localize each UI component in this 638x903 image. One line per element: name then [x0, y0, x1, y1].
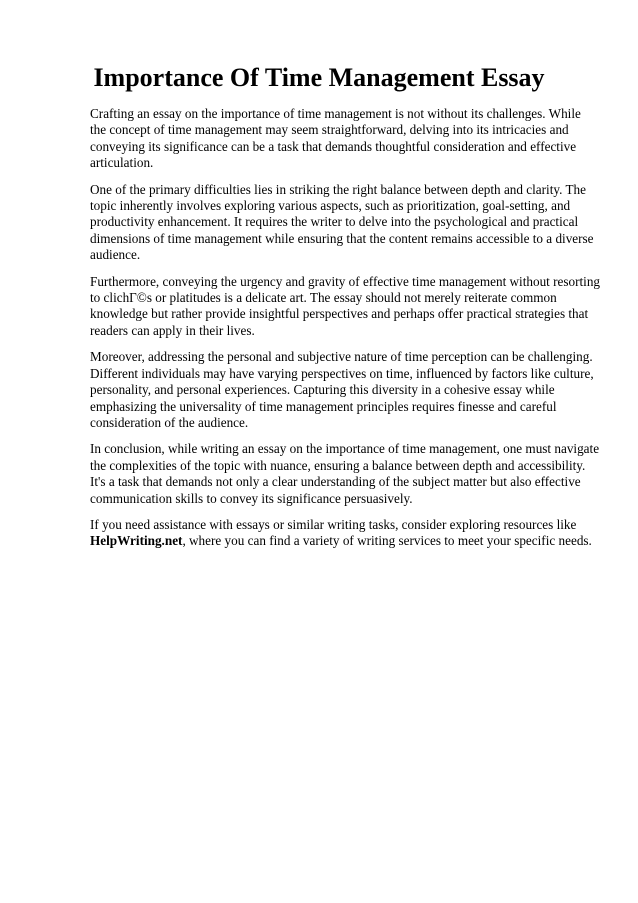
paragraph-3: Furthermore, conveying the urgency and gravity of effective time management without resorting to clichГ©s or platitudes is a delicate art. The essay should not merely reiterate common knowledge but rather provide insightful perspectives and perhaps offer practical strategies that readers can apply in their lives.	[90, 273, 601, 338]
document-title: Importance Of Time Management Essay	[93, 63, 545, 92]
document-body	[90, 106, 600, 560]
paragraph-5: In conclusion, while writing an essay on the importance of time management, one must navigate the complexities of the topic with nuance, ensuring a balance between depth and accessibility. It's a task that demands not only a clear understanding of the subject matter but also effective communication skills to convey its significance persuasively.	[90, 441, 600, 506]
helpwriting-link[interactable]: HelpWriting.net	[90, 533, 183, 549]
closing-text-before: If you need assistance with essays or similar writing tasks, consider exploring resources like	[90, 516, 577, 532]
paragraph-2: One of the primary difficulties lies in striking the right balance between depth and clarity. The topic inherently involves exploring various aspects, such as prioritization, goal-setting, and productivity enhancement. It requires the writer to delve into the psychological and practical dimensions of time management while ensuring that the content remains accessible to a diverse audience.	[90, 181, 594, 263]
paragraph-4: Moreover, addressing the personal and subjective nature of time perception can be challenging. Different individuals may have varying perspectives on time, influenced by factors like culture, personality, and personal experiences. Capturing this diversity in a cohesive essay while emphasizing the universality of time management principles requires finesse and careful consideration of the audience.	[90, 349, 594, 430]
closing-text-after: , where you can find a variety of writing services to meet your specific needs.	[182, 533, 592, 549]
closing-paragraph	[90, 517, 600, 550]
paragraph-1: Crafting an essay on the importance of time management is not without its challenges. While the concept of time management may seem straightforward, delving into its intricacies and conveying its significance can be a task that demands thoughtful consideration and effective articulation.	[90, 106, 581, 171]
